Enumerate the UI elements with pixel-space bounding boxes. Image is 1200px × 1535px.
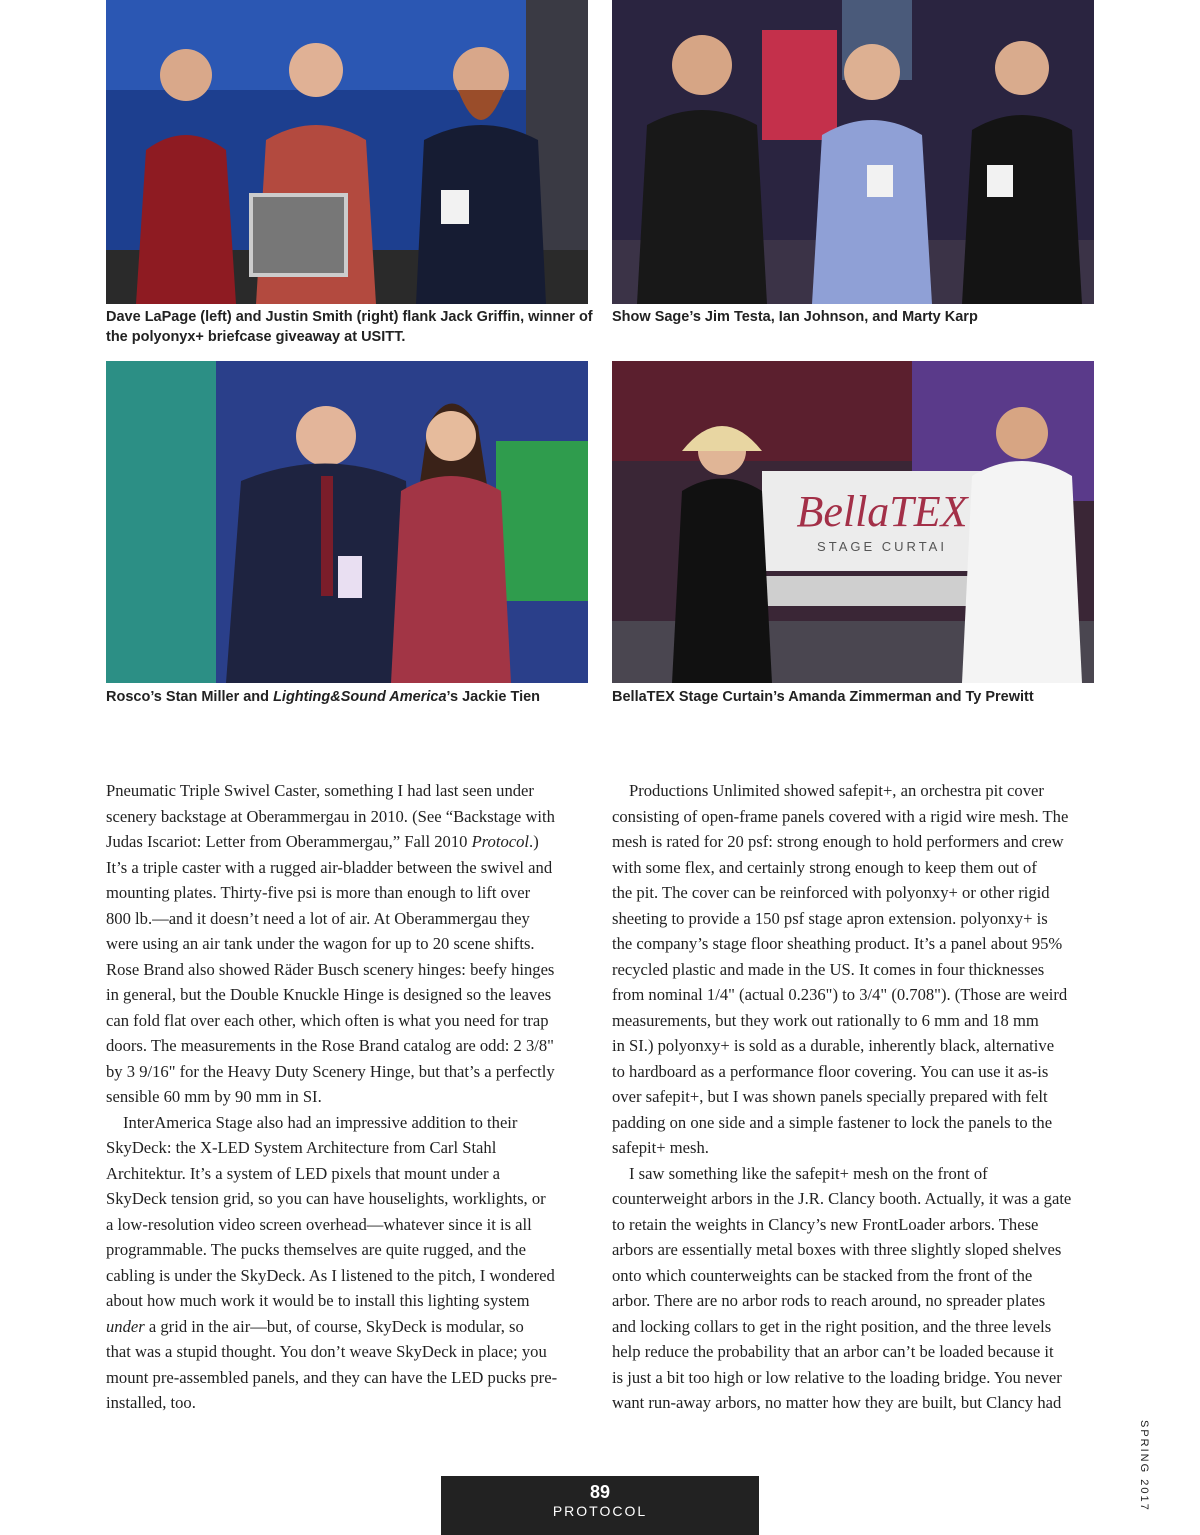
photo-caption xyxy=(612,307,1102,327)
text-line: to retain the weights in Clancy’s new FrontLoader arbors. These xyxy=(612,1214,1039,1234)
text-line: the pit. The cover can be reinforced with polyonxy+ or other rigid xyxy=(612,883,1050,902)
photo-caption xyxy=(612,687,1102,707)
text-line: from nominal 1/4" (actual 0.236") to 3/4" (0.708"). (Those are weird xyxy=(612,985,1068,1004)
text-line: padding on one side and a simple fastener to lock the panels to the xyxy=(612,1112,1053,1132)
text-line: counterweight arbors in the J.R. Clancy booth. Actually, it was a gate xyxy=(612,1189,1072,1208)
text-line: installed, too. xyxy=(106,1393,196,1412)
caption-suffix: ’s Jackie Tien xyxy=(446,689,541,705)
text-line: by 3 9/16" for the Heavy Duty Scenery Hinge, but that’s a perfectly xyxy=(106,1061,555,1081)
text-line: consisting of open-frame panels covered with a rigid wire mesh. The xyxy=(612,806,1069,826)
text-line: sensible 60 mm by 90 mm in SI. xyxy=(106,1087,322,1106)
text-line: doors. The measurements in the Rose Brand catalog are odd: 2 3/8" xyxy=(106,1036,554,1055)
article-paragraph xyxy=(612,1161,1094,1416)
article-paragraph xyxy=(106,778,588,1110)
text-line: mounting plates. Thirty-five psi is more than enough to lift over xyxy=(106,883,531,902)
text-line: in general, but the Double Knuckle Hinge is designed so the leaves xyxy=(106,985,552,1004)
issue-label: SPRING 2017 xyxy=(1138,1420,1150,1512)
text-line: measurements, but they work out rationally to 6 mm and 18 mm xyxy=(612,1010,1039,1030)
text-line: arbors are essentially metal boxes with three slightly sloped shelves xyxy=(612,1240,1062,1259)
page-number: 89 xyxy=(589,1482,611,1502)
photo-caption xyxy=(106,307,596,347)
text-line: Rose Brand also showed Räder Busch scenery hinges: beefy hinges xyxy=(106,959,555,979)
text-line: I saw something like the safepit+ mesh on the front of xyxy=(629,1163,988,1183)
text-line: with some flex, and certainly strong enough to keep them out of xyxy=(612,857,1037,877)
text-line: mesh is rated for 20 psf: strong enough to hold performers and crew xyxy=(612,832,1064,851)
text-line: the company’s stage floor sheathing product. It’s a panel about 95% xyxy=(612,934,1063,953)
photo-briefcase-giveaway-image xyxy=(106,0,588,304)
text-line: sheeting to provide a 150 psf stage apron extension. polyonxy+ is xyxy=(612,908,1048,928)
caption-line: Dave LaPage (left) and Justin Smith (right) flank Jack Griffin, winner of xyxy=(106,309,593,325)
photo-show-sage-image xyxy=(612,0,1094,304)
emphasis-under: under xyxy=(106,1316,145,1336)
article-paragraph xyxy=(106,1110,588,1416)
text-line: help reduce the probability that an arbor can’t be loaded because it xyxy=(612,1342,1054,1361)
text-line: were using an air tank under the wagon for up to 20 scene shifts. xyxy=(106,934,535,953)
text-line: Pneumatic Triple Swivel Caster, something I had last seen under xyxy=(106,781,534,800)
text-segment: Judas Iscariot: Letter from Oberammergau,” Fall 2010 xyxy=(106,832,472,851)
text-line: 800 lb.—and it doesn’t need a lot of air. At Oberammergau they xyxy=(106,908,530,928)
text-line: InterAmerica Stage also had an impressive addition to their xyxy=(123,1112,518,1132)
text-segment: a grid in the air—but, of course, SkyDeck is modular, so xyxy=(144,1316,524,1336)
text-line: about how much work it would be to install this lighting system xyxy=(106,1291,530,1310)
text-line: recycled plastic and made in the US. It comes in four thicknesses xyxy=(612,959,1045,979)
publication-name: PROTOCOL xyxy=(552,1503,648,1519)
text-line: to hardboard as a performance floor covering. You can use it as-is xyxy=(612,1061,1049,1081)
text-line: can fold flat over each other, which often is what you need for trap xyxy=(106,1010,549,1030)
text-line xyxy=(106,829,588,855)
text-line xyxy=(106,1314,588,1340)
text-line: a low-resolution video screen overhead—whatever since it is all xyxy=(106,1214,532,1234)
text-line: arbor. There are no arbor rods to reach around, no spreader plates xyxy=(612,1291,1046,1310)
banner-subtitle-text: STAGE CURTAI xyxy=(817,539,947,554)
page-footer xyxy=(441,1476,759,1535)
photo-show-sage xyxy=(612,0,1094,304)
article-column-right xyxy=(612,778,1094,1416)
text-line: onto which counterweights can be stacked from the front of the xyxy=(612,1265,1033,1285)
photo-caption xyxy=(106,687,596,707)
text-line: Architektur. It’s a system of LED pixels that mount under a xyxy=(106,1163,501,1183)
text-line: that was a stupid thought. You don’t weave SkyDeck in place; you xyxy=(106,1342,547,1361)
text-line: safepit+ mesh. xyxy=(612,1138,709,1157)
banner-logo-text: BellaTEX xyxy=(796,487,968,536)
caption-line: Show Sage’s Jim Testa, Ian Johnson, and Marty Karp xyxy=(612,309,978,325)
photo-bellatex xyxy=(612,361,1094,683)
text-line: and locking collars to get in the right position, and the three levels xyxy=(612,1316,1052,1336)
text-line: is just a bit too high or low relative to the loading bridge. You never xyxy=(612,1367,1062,1387)
caption-prefix: Rosco’s Stan Miller and xyxy=(106,689,274,705)
text-line: mount pre-assembled panels, and they can have the LED pucks pre- xyxy=(106,1367,558,1387)
text-line: in SI.) polyonxy+ is sold as a durable, inherently black, alternative xyxy=(612,1036,1055,1055)
text-line: It’s a triple caster with a rugged air-bladder between the swivel and xyxy=(106,857,553,877)
photo-rosco xyxy=(106,361,588,683)
text-line: programmable. The pucks themselves are quite rugged, and the xyxy=(106,1240,526,1259)
text-segment: .) xyxy=(529,832,539,851)
photo-rosco-image xyxy=(106,361,588,683)
caption-line: the polyonyx+ briefcase giveaway at USITT. xyxy=(106,329,406,345)
text-line: over safepit+, but I was shown panels specially prepared with felt xyxy=(612,1087,1048,1106)
protocol-title: Protocol xyxy=(471,832,530,851)
text-line: SkyDeck tension grid, so you can have houselights, worklights, or xyxy=(106,1189,546,1208)
text-line: Productions Unlimited showed safepit+, an orchestra pit cover xyxy=(629,781,1044,800)
caption-line: BellaTEX Stage Curtain’s Amanda Zimmerman and Ty Prewitt xyxy=(612,689,1034,705)
photo-bellatex-image xyxy=(612,361,1094,683)
text-line: want run-away arbors, no matter how they are built, but Clancy had xyxy=(612,1393,1062,1412)
text-line: scenery backstage at Oberammergau in 2010. (See “Backstage with xyxy=(106,806,555,826)
photo-briefcase-giveaway xyxy=(106,0,588,304)
article-paragraph xyxy=(612,778,1094,1161)
caption-magazine-title: Lighting&Sound America xyxy=(273,689,447,705)
text-line: SkyDeck: the X-LED System Architecture from Carl Stahl xyxy=(106,1138,497,1157)
article-column-left xyxy=(106,778,588,1416)
text-line: cabling is under the SkyDeck. As I listened to the pitch, I wondered xyxy=(106,1265,555,1285)
